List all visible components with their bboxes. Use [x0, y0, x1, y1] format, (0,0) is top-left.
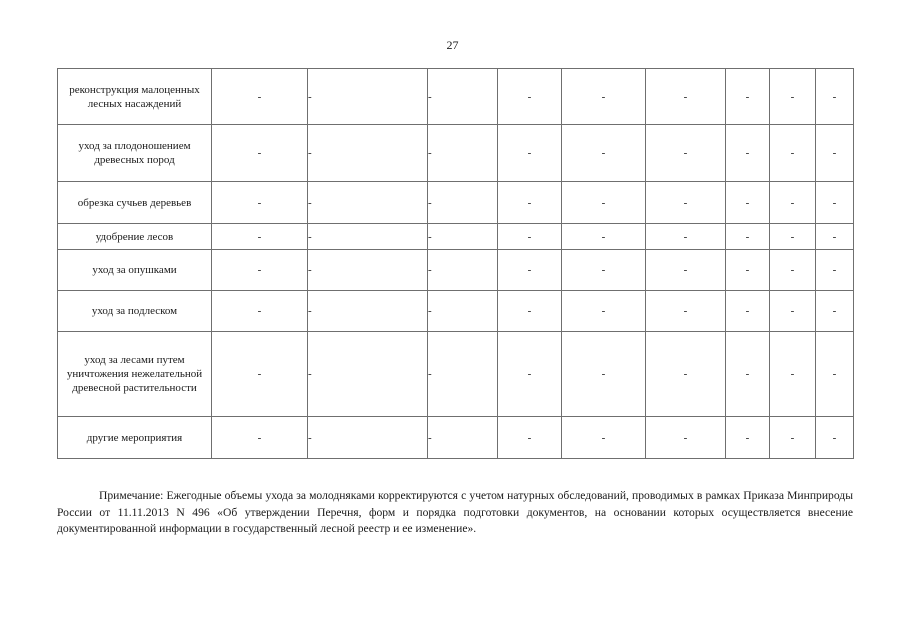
value-cell: -: [308, 182, 428, 224]
page-number: 27: [446, 38, 459, 52]
value-cell: -: [816, 291, 854, 332]
value-cell: -: [212, 250, 308, 291]
value-cell: -: [770, 291, 816, 332]
value-cell: -: [428, 69, 498, 125]
value-cell: -: [428, 332, 498, 417]
row-label: другие мероприятия: [58, 417, 212, 459]
value-cell: -: [816, 332, 854, 417]
value-cell: -: [428, 224, 498, 250]
value-cell: -: [770, 182, 816, 224]
row-label: уход за лесами путем уничтожения нежелательной древесной растительности: [58, 332, 212, 417]
value-cell: -: [212, 224, 308, 250]
value-cell: -: [212, 125, 308, 182]
value-cell: -: [562, 125, 646, 182]
value-cell: -: [212, 182, 308, 224]
value-cell: -: [428, 417, 498, 459]
value-cell: -: [308, 125, 428, 182]
value-cell: -: [726, 250, 770, 291]
value-cell: -: [770, 417, 816, 459]
row-label: реконструкция малоценных лесных насаждений: [58, 69, 212, 125]
table-row: [58, 125, 854, 182]
value-cell: -: [498, 224, 562, 250]
value-cell: -: [726, 125, 770, 182]
value-cell: -: [770, 69, 816, 125]
value-cell: -: [428, 182, 498, 224]
value-cell: -: [498, 291, 562, 332]
value-cell: -: [428, 291, 498, 332]
value-cell: -: [816, 224, 854, 250]
value-cell: -: [726, 291, 770, 332]
value-cell: -: [770, 332, 816, 417]
value-cell: -: [428, 125, 498, 182]
table-note: Примечание: Ежегодные объемы ухода за молодняками корректируются с учетом натурных обследований, проводимых в рамках Приказа Минприроды России от 11.11.2013 N 496 «Об утверждении Перечня, форм и порядка подготовки документов, на основании которых осуществляется внесение документированной информации в государственный лесной реестр и ее изменение».: [57, 489, 853, 535]
table-row: [58, 332, 854, 417]
value-cell: -: [562, 182, 646, 224]
value-cell: -: [726, 332, 770, 417]
row-label: уход за опушками: [58, 250, 212, 291]
value-cell: -: [726, 182, 770, 224]
table-row: [58, 291, 854, 332]
table-row: [58, 224, 854, 250]
value-cell: -: [646, 250, 726, 291]
value-cell: -: [308, 332, 428, 417]
value-cell: -: [770, 250, 816, 291]
value-cell: -: [308, 69, 428, 125]
value-cell: -: [726, 69, 770, 125]
row-label: уход за плодоношением древесных пород: [58, 125, 212, 182]
value-cell: -: [816, 182, 854, 224]
value-cell: -: [646, 291, 726, 332]
value-cell: -: [562, 291, 646, 332]
table-row: [58, 250, 854, 291]
value-cell: -: [498, 125, 562, 182]
value-cell: -: [646, 332, 726, 417]
value-cell: -: [498, 417, 562, 459]
row-label: удобрение лесов: [58, 224, 212, 250]
row-label: обрезка сучьев деревьев: [58, 182, 212, 224]
value-cell: -: [770, 125, 816, 182]
value-cell: -: [498, 69, 562, 125]
value-cell: -: [646, 417, 726, 459]
value-cell: -: [816, 125, 854, 182]
value-cell: -: [308, 291, 428, 332]
value-cell: -: [212, 69, 308, 125]
value-cell: -: [498, 250, 562, 291]
value-cell: -: [562, 224, 646, 250]
value-cell: -: [308, 224, 428, 250]
table-row: [58, 69, 854, 125]
value-cell: -: [212, 417, 308, 459]
value-cell: -: [726, 417, 770, 459]
value-cell: -: [212, 291, 308, 332]
value-cell: -: [726, 224, 770, 250]
value-cell: -: [562, 250, 646, 291]
value-cell: -: [770, 224, 816, 250]
value-cell: -: [562, 417, 646, 459]
value-cell: -: [816, 417, 854, 459]
value-cell: -: [562, 69, 646, 125]
value-cell: -: [498, 182, 562, 224]
value-cell: -: [816, 250, 854, 291]
value-cell: -: [212, 332, 308, 417]
value-cell: -: [498, 332, 562, 417]
value-cell: -: [308, 250, 428, 291]
table-row: [58, 417, 854, 459]
value-cell: -: [308, 417, 428, 459]
value-cell: -: [646, 182, 726, 224]
forest-measures-table: [57, 68, 854, 459]
value-cell: -: [428, 250, 498, 291]
table-row: [58, 182, 854, 224]
value-cell: -: [562, 332, 646, 417]
value-cell: -: [646, 125, 726, 182]
row-label: уход за подлеском: [58, 291, 212, 332]
value-cell: -: [646, 69, 726, 125]
value-cell: -: [816, 69, 854, 125]
value-cell: -: [646, 224, 726, 250]
